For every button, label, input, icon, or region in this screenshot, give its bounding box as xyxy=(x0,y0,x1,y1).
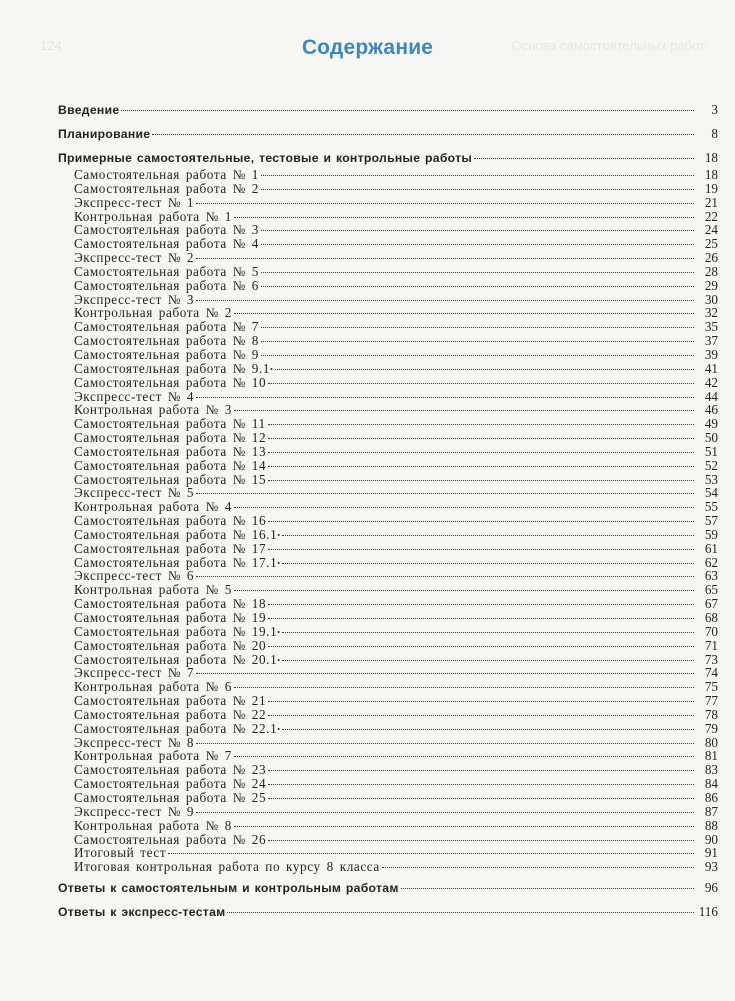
dot-leader xyxy=(234,217,694,218)
toc-entry[interactable] xyxy=(58,846,718,860)
toc-entry-label: Ответы к самостоятельным и контрольным работам xyxy=(58,881,399,896)
toc-entry-page-number: 63 xyxy=(704,568,718,584)
toc-entry-label: Самостоятельная работа № 24 xyxy=(74,776,267,792)
dot-leader xyxy=(196,576,694,577)
toc-entry[interactable] xyxy=(58,431,718,445)
toc-entry-page-number: 51 xyxy=(704,443,718,459)
toc-entry-label: Экспресс-тест № 8 xyxy=(74,734,195,750)
toc-entry-label: Самостоятельная работа № 7 xyxy=(74,319,259,335)
toc-entry-page-number: 91 xyxy=(704,845,718,861)
toc-entry[interactable] xyxy=(58,514,718,528)
toc-entry[interactable] xyxy=(58,362,718,376)
dot-leader xyxy=(234,410,694,411)
toc-entry-label: Самостоятельная работа № 5 xyxy=(74,263,259,279)
page-title: Содержание xyxy=(301,36,434,59)
toc-entry-label: Самостоятельная работа № 22.1 xyxy=(74,720,278,736)
bleed-through-page-number: 124 xyxy=(40,38,62,53)
dot-leader xyxy=(268,646,694,647)
toc-entry[interactable] xyxy=(58,445,718,459)
toc-entry-page-number: 44 xyxy=(704,388,718,404)
dot-leader xyxy=(261,272,694,273)
toc-entry-page-number: 59 xyxy=(704,526,718,542)
toc-entry-page-number: 24 xyxy=(704,222,718,238)
toc-entry[interactable] xyxy=(58,819,718,833)
toc-entry[interactable] xyxy=(58,860,718,874)
toc-entry[interactable] xyxy=(58,556,718,570)
toc-entry[interactable] xyxy=(58,265,718,279)
dot-leader xyxy=(168,853,694,854)
toc-entry[interactable] xyxy=(58,833,718,847)
toc-entry-label: Самостоятельная работа № 19 xyxy=(74,610,267,625)
toc-entry[interactable] xyxy=(58,583,718,597)
toc-entry-marker: • xyxy=(277,724,281,734)
toc-entry[interactable] xyxy=(58,168,718,182)
toc-entry[interactable] xyxy=(58,486,718,500)
toc-entry[interactable] xyxy=(58,666,718,680)
toc-entry[interactable] xyxy=(58,210,718,224)
toc-entry[interactable] xyxy=(58,403,718,417)
toc-entry[interactable] xyxy=(58,376,718,390)
toc-entry-label: Самостоятельная работа № 26 xyxy=(74,831,267,847)
toc-entry-page-number: 81 xyxy=(704,748,718,764)
toc-entry-label: Введение xyxy=(58,103,120,117)
dot-leader xyxy=(268,840,694,841)
toc-entry-label: Самостоятельная работа № 4 xyxy=(74,236,259,252)
toc-entry[interactable] xyxy=(58,791,718,805)
toc-entry-page-number: 32 xyxy=(704,305,718,321)
toc-entry[interactable] xyxy=(58,320,718,334)
toc-entry-label: Самостоятельная работа № 16.1 xyxy=(74,526,278,542)
toc-entry[interactable] xyxy=(58,334,718,348)
toc-entry-page-number: 35 xyxy=(704,319,718,335)
toc-entry[interactable] xyxy=(58,694,718,708)
toc-entry[interactable] xyxy=(58,878,718,898)
toc-entry-page-number: 41 xyxy=(704,360,718,376)
toc-entry-page-number: 29 xyxy=(704,277,718,293)
toc-entry-page-number: 116 xyxy=(698,904,718,920)
toc-entry-label: Контрольная работа № 3 xyxy=(74,402,232,418)
toc-entry-page-number: 50 xyxy=(704,430,718,446)
toc-entry-page-number: 26 xyxy=(704,250,718,266)
toc-entry-label: Итоговый тест xyxy=(74,845,167,861)
toc-entry-page-number: 93 xyxy=(704,859,718,875)
toc-entry-page-number: 79 xyxy=(704,720,718,736)
toc-entry[interactable] xyxy=(58,611,718,625)
dot-leader xyxy=(268,466,694,467)
dot-leader xyxy=(261,341,694,342)
toc-entry-page-number: 8 xyxy=(711,126,718,141)
dot-leader xyxy=(227,912,694,913)
toc-entry[interactable] xyxy=(58,542,718,556)
toc-entry[interactable] xyxy=(58,100,718,120)
dot-leader xyxy=(196,743,694,744)
dot-leader xyxy=(234,826,694,827)
dot-leader xyxy=(282,632,694,633)
dot-leader xyxy=(268,618,694,619)
dot-leader xyxy=(268,424,694,425)
toc-entry-page-number: 3 xyxy=(711,102,718,117)
toc-entry-page-number: 86 xyxy=(704,789,718,805)
toc-entry-page-number: 18 xyxy=(704,150,718,165)
toc-entry[interactable] xyxy=(58,653,718,667)
toc-entry[interactable] xyxy=(58,708,718,722)
dot-leader xyxy=(261,230,694,231)
toc-entry-label: Самостоятельная работа № 8 xyxy=(74,333,259,349)
toc-entry[interactable] xyxy=(58,390,718,404)
toc-entry-page-number: 46 xyxy=(704,402,718,418)
dot-leader xyxy=(196,300,694,301)
toc-entry[interactable] xyxy=(58,251,718,265)
toc-entry[interactable] xyxy=(58,777,718,791)
toc-entry-page-number: 54 xyxy=(704,485,718,501)
toc-entry-page-number: 71 xyxy=(704,637,718,653)
toc-entry[interactable] xyxy=(58,528,718,542)
toc-entry-marker: • xyxy=(270,364,273,374)
toc-entry-page-number: 55 xyxy=(704,499,718,515)
toc-entry[interactable] xyxy=(58,763,718,777)
dot-leader xyxy=(268,798,694,799)
dot-leader xyxy=(268,383,694,384)
toc-entry-label: Самостоятельная работа № 10 xyxy=(74,374,267,390)
toc-entry-label: Самостоятельная работа № 13 xyxy=(74,443,267,459)
toc-entry-page-number: 28 xyxy=(704,263,718,279)
toc-entry-page-number: 83 xyxy=(704,762,718,778)
toc-entry-page-number: 65 xyxy=(704,582,718,598)
dot-leader xyxy=(261,286,694,287)
toc-entry-page-number: 74 xyxy=(704,665,718,681)
toc-entry[interactable] xyxy=(58,196,718,210)
toc-entry-page-number: 78 xyxy=(704,706,718,722)
toc-entry[interactable] xyxy=(58,148,718,168)
toc-entry[interactable] xyxy=(58,500,718,514)
toc-entry-label: Контрольная работа № 1 xyxy=(74,208,232,224)
dot-leader xyxy=(268,521,694,522)
toc-entry-label: Самостоятельная работа № 14 xyxy=(74,457,267,473)
dot-leader xyxy=(234,313,694,314)
toc-entry[interactable] xyxy=(58,639,718,653)
toc-entry-label: Самостоятельная работа № 12 xyxy=(74,430,267,446)
dot-leader xyxy=(268,452,694,453)
toc-entry-page-number: 90 xyxy=(704,831,718,847)
toc-entry[interactable] xyxy=(58,680,718,694)
dot-leader xyxy=(196,203,694,204)
toc-entry-label: Контрольная работа № 5 xyxy=(74,582,232,598)
toc-entry-page-number: 57 xyxy=(704,513,718,529)
dot-leader xyxy=(282,563,694,564)
toc-entry-label: Самостоятельная работа № 17.1 xyxy=(74,554,278,570)
dot-leader xyxy=(261,327,694,328)
dot-leader xyxy=(121,110,694,111)
toc-entry-page-number: 87 xyxy=(704,803,718,819)
dot-leader xyxy=(152,134,694,135)
toc-entry-label: Самостоятельная работа № 20 xyxy=(74,637,267,653)
toc-entry[interactable] xyxy=(58,182,718,196)
toc-entry-page-number: 25 xyxy=(704,236,718,252)
toc-entry-label: Контрольная работа № 6 xyxy=(74,679,232,695)
toc-entry-page-number: 88 xyxy=(704,817,718,833)
toc-entry-label: Планирование xyxy=(58,127,151,141)
toc-entry-page-number: 75 xyxy=(704,679,718,695)
dot-leader xyxy=(275,369,694,370)
toc-entry-label: Экспресс-тест № 4 xyxy=(74,388,195,404)
toc-entry-label: Самостоятельная работа № 11 xyxy=(74,416,266,432)
toc-entry-label: Итоговая контрольная работа по курсу 8 класса xyxy=(74,859,380,875)
dot-leader xyxy=(261,175,694,176)
dot-leader xyxy=(196,258,694,259)
toc-entry[interactable] xyxy=(58,749,718,763)
dot-leader xyxy=(196,812,694,813)
toc-entry-page-number: 52 xyxy=(704,457,718,473)
dot-leader xyxy=(268,549,694,550)
toc-entry[interactable] xyxy=(58,279,718,293)
toc-entry-label: Экспресс-тест № 6 xyxy=(74,568,195,584)
toc-entry-page-number: 73 xyxy=(704,651,718,667)
toc-entry-label: Самостоятельная работа № 1 xyxy=(74,167,259,182)
toc-entry[interactable] xyxy=(58,625,718,639)
toc-entry[interactable] xyxy=(58,805,718,819)
toc-entry[interactable] xyxy=(58,902,718,922)
dot-leader xyxy=(234,687,694,688)
dot-leader xyxy=(268,438,694,439)
dot-leader xyxy=(268,715,694,716)
toc-entry-marker: • xyxy=(277,627,281,637)
toc-entry-label: Самостоятельная работа № 15 xyxy=(74,471,267,487)
dot-leader xyxy=(282,729,694,730)
dot-leader xyxy=(261,189,694,190)
dot-leader xyxy=(234,756,694,757)
toc-entry-page-number: 39 xyxy=(704,346,718,362)
dot-leader xyxy=(401,888,694,889)
toc-entry[interactable] xyxy=(58,569,718,583)
dot-leader xyxy=(382,867,694,868)
toc-entry-page-number: 49 xyxy=(704,416,718,432)
dot-leader xyxy=(282,535,694,536)
toc-entry[interactable] xyxy=(58,293,718,307)
toc-entry-label: Самостоятельная работа № 21 xyxy=(74,693,267,709)
dot-leader xyxy=(268,770,694,771)
toc-entry-label: Самостоятельная работа № 6 xyxy=(74,277,259,293)
toc-entry-page-number: 37 xyxy=(704,333,718,349)
toc-entry-label: Самостоятельная работа № 18 xyxy=(74,596,267,612)
toc-entry-page-number: 22 xyxy=(704,208,718,224)
toc-entry-label: Контрольная работа № 2 xyxy=(74,305,232,321)
toc-entry-label: Самостоятельная работа № 3 xyxy=(74,222,259,238)
toc-entry[interactable] xyxy=(58,722,718,736)
toc-entry[interactable] xyxy=(58,348,718,362)
toc-entry-label: Контрольная работа № 4 xyxy=(74,499,232,515)
toc-entry-page-number: 80 xyxy=(704,734,718,750)
toc-entry-page-number: 30 xyxy=(704,291,718,307)
toc-entry-page-number: 77 xyxy=(704,693,718,709)
toc-entry[interactable] xyxy=(58,736,718,750)
toc-entry-marker: • xyxy=(277,655,281,665)
toc-entry-label: Экспресс-тест № 1 xyxy=(74,194,195,210)
dot-leader xyxy=(234,507,694,508)
toc-entry[interactable] xyxy=(58,223,718,237)
toc-entry-page-number: 42 xyxy=(704,374,718,390)
dot-leader xyxy=(268,480,694,481)
toc-entry[interactable] xyxy=(58,124,718,144)
dot-leader xyxy=(261,355,694,356)
toc-entry-page-number: 18 xyxy=(704,167,718,182)
toc-entry-label: Самостоятельная работа № 23 xyxy=(74,762,267,778)
table-of-contents xyxy=(58,100,718,922)
toc-entry-label: Самостоятельная работа № 9 xyxy=(74,346,259,362)
toc-entry-label: Самостоятельная работа № 22 xyxy=(74,706,267,722)
toc-entry-label: Самостоятельная работа № 2 xyxy=(74,180,259,196)
toc-entry-page-number: 70 xyxy=(704,623,718,639)
toc-entry-page-number: 19 xyxy=(704,180,718,196)
toc-entry-marker: • xyxy=(277,558,281,568)
toc-entry[interactable] xyxy=(58,473,718,487)
toc-entry-marker: • xyxy=(277,530,281,540)
dot-leader xyxy=(268,701,694,702)
toc-entry-page-number: 68 xyxy=(704,610,718,625)
toc-entry-page-number: 61 xyxy=(704,540,718,556)
dot-leader xyxy=(282,660,694,661)
toc-entry[interactable] xyxy=(58,459,718,473)
toc-entry-label: Самостоятельная работа № 25 xyxy=(74,789,267,805)
dot-leader xyxy=(196,673,694,674)
toc-entry-label: Экспресс-тест № 5 xyxy=(74,485,195,501)
toc-entry-label: Самостоятельная работа № 19.1 xyxy=(74,623,278,639)
toc-entry-label: Самостоятельная работа № 16 xyxy=(74,513,267,529)
toc-entry-label: Экспресс-тест № 3 xyxy=(74,291,195,307)
dot-leader xyxy=(268,604,694,605)
toc-entry-label: Ответы к экспресс-тестам xyxy=(58,905,226,920)
toc-entry[interactable] xyxy=(58,306,718,320)
toc-entry[interactable] xyxy=(58,597,718,611)
toc-entry-label: Самостоятельная работа № 20.1 xyxy=(74,651,278,667)
toc-entry-page-number: 62 xyxy=(704,554,718,570)
toc-entry-label: Контрольная работа № 7 xyxy=(74,748,232,764)
toc-entry-label: Примерные самостоятельные, тестовые и контрольные работы xyxy=(58,151,473,165)
toc-entry-page-number: 96 xyxy=(704,880,718,896)
dot-leader xyxy=(196,397,694,398)
bleed-through-running-title: Основа самостоятельных работ xyxy=(511,38,705,53)
dot-leader xyxy=(268,784,694,785)
toc-entry-label: Экспресс-тест № 2 xyxy=(74,250,195,266)
toc-entry[interactable] xyxy=(58,237,718,251)
toc-entry[interactable] xyxy=(58,417,718,431)
toc-entry-label: Экспресс-тест № 9 xyxy=(74,803,195,819)
dot-leader xyxy=(234,590,694,591)
dot-leader xyxy=(196,493,694,494)
toc-entry-label: Контрольная работа № 8 xyxy=(74,817,232,833)
toc-entry-label: Самостоятельная работа № 17 xyxy=(74,540,267,556)
toc-entry-page-number: 53 xyxy=(704,471,718,487)
dot-leader xyxy=(474,158,694,159)
toc-entry-page-number: 21 xyxy=(704,194,718,210)
toc-entry-label: Экспресс-тест № 7 xyxy=(74,665,195,681)
toc-entry-page-number: 84 xyxy=(704,776,718,792)
toc-entry-label: Самостоятельная работа № 9.1 xyxy=(74,360,271,376)
toc-entry-page-number: 67 xyxy=(704,596,718,612)
dot-leader xyxy=(261,244,694,245)
